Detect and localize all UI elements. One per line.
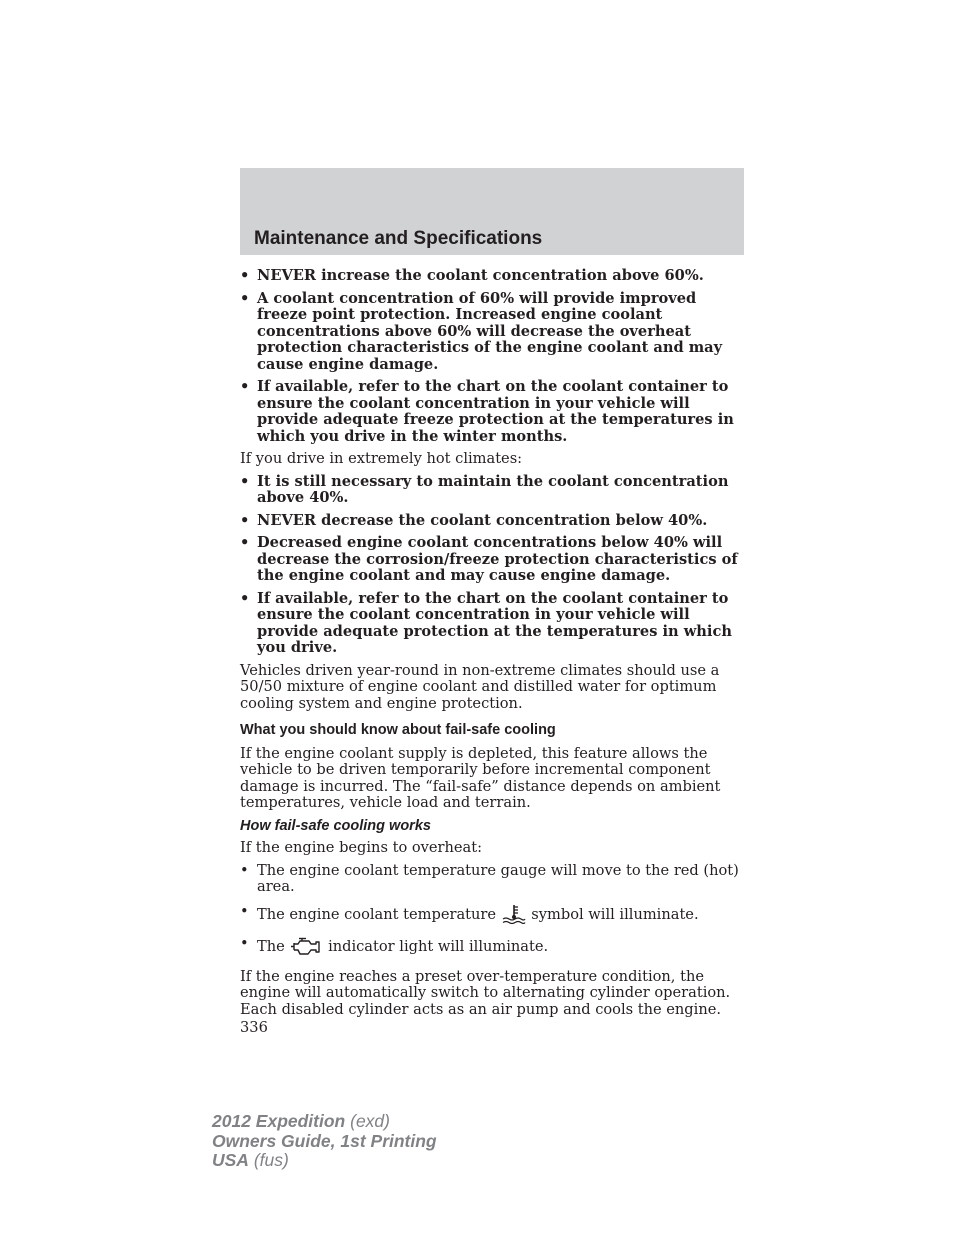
list-item: • If available, refer to the chart on the coolant container to ensure the coolant concentration in your vehicle will provide adequate protection at the temperatures in which you drive. — [240, 589, 732, 656]
section-heading-fail-safe: What you should know about fail-safe cooling — [240, 722, 556, 738]
paragraph-year-round: Vehicles driven year-round in non-extreme climates should use a 50/50 mixture of engine coolant and distilled water for optimum cooling system and engine protection. — [240, 661, 720, 712]
paragraph-hot-climates: If you drive in extremely hot climates: — [240, 450, 523, 467]
bullet-dot: • — [240, 289, 250, 307]
header-band — [240, 168, 744, 255]
list-item: • The engine coolant temperature gauge will move to the red (hot) area. — [240, 861, 739, 895]
list-item: • A coolant concentration of 60% will provide improved freeze point protection. Increased engine coolant concentrations above 60% will decrease the overheat protection characteristics of the engine coolant and may cause engine damage. — [240, 289, 723, 373]
bullet-dot: • — [240, 267, 250, 284]
bullet-dot: • — [240, 861, 249, 879]
page-title: Maintenance and Specifications — [254, 228, 543, 249]
footer-line-model: 2012 Expedition (exd) — [212, 1111, 390, 1131]
bullet-dot: • — [240, 589, 250, 607]
list-item: • It is still necessary to maintain the coolant concentration above 40%. — [240, 472, 729, 506]
list-item: • The engine coolant temperature symbol will illuminate. — [240, 904, 746, 929]
bullet-dot: • — [240, 935, 249, 952]
document-footer — [212, 1112, 437, 1171]
bullet-dot: • — [240, 472, 250, 490]
paragraph-overheat: If the engine begins to overheat: — [240, 839, 483, 856]
list-item: • The indicator light will illuminate. — [240, 936, 746, 961]
footer-line-region: USA (fus) — [212, 1150, 289, 1170]
footer-line-guide: Owners Guide, 1st Printing — [212, 1130, 437, 1151]
coolant-temperature-icon — [501, 904, 527, 929]
paragraph-preset-temperature: If the engine reaches a preset over-temperature condition, the engine will automatically switch to alternating cylinder operation. Each disabled cylinder acts as an air pump and cools the engine. — [240, 967, 731, 1018]
bullet-list-cold — [240, 268, 746, 445]
bullet-list-hot — [240, 474, 746, 657]
list-item: • NEVER increase the coolant concentration above 60%. — [240, 267, 704, 284]
check-engine-icon — [289, 936, 323, 961]
list-item: • If available, refer to the chart on the coolant container to ensure the coolant concentration in your vehicle will provide adequate freeze protection at the temperatures in which you drive in the winter months. — [240, 378, 734, 445]
bullet-dot: • — [240, 534, 250, 551]
subsection-heading-how-it-works: How fail-safe cooling works — [240, 817, 431, 834]
bullet-dot: • — [240, 378, 250, 395]
page-content — [240, 268, 746, 1037]
bullet-dot: • — [240, 902, 249, 920]
bullet-list-overheat — [240, 863, 746, 961]
list-item: • NEVER decrease the coolant concentration below 40%. — [240, 511, 708, 529]
paragraph-fail-safe: If the engine coolant supply is depleted, this feature allows the vehicle to be driven temporarily before incremental component damage is incurred. The “fail-safe” distance depends on ambient temperatures, vehicle load and terrain. — [240, 744, 721, 811]
list-item: • Decreased engine coolant concentrations below 40% will decrease the corrosion/freeze protection characteristics of the engine coolant and may cause engine damage. — [240, 534, 738, 584]
bullet-dot: • — [240, 511, 250, 529]
page-number: 336 — [240, 1019, 268, 1036]
